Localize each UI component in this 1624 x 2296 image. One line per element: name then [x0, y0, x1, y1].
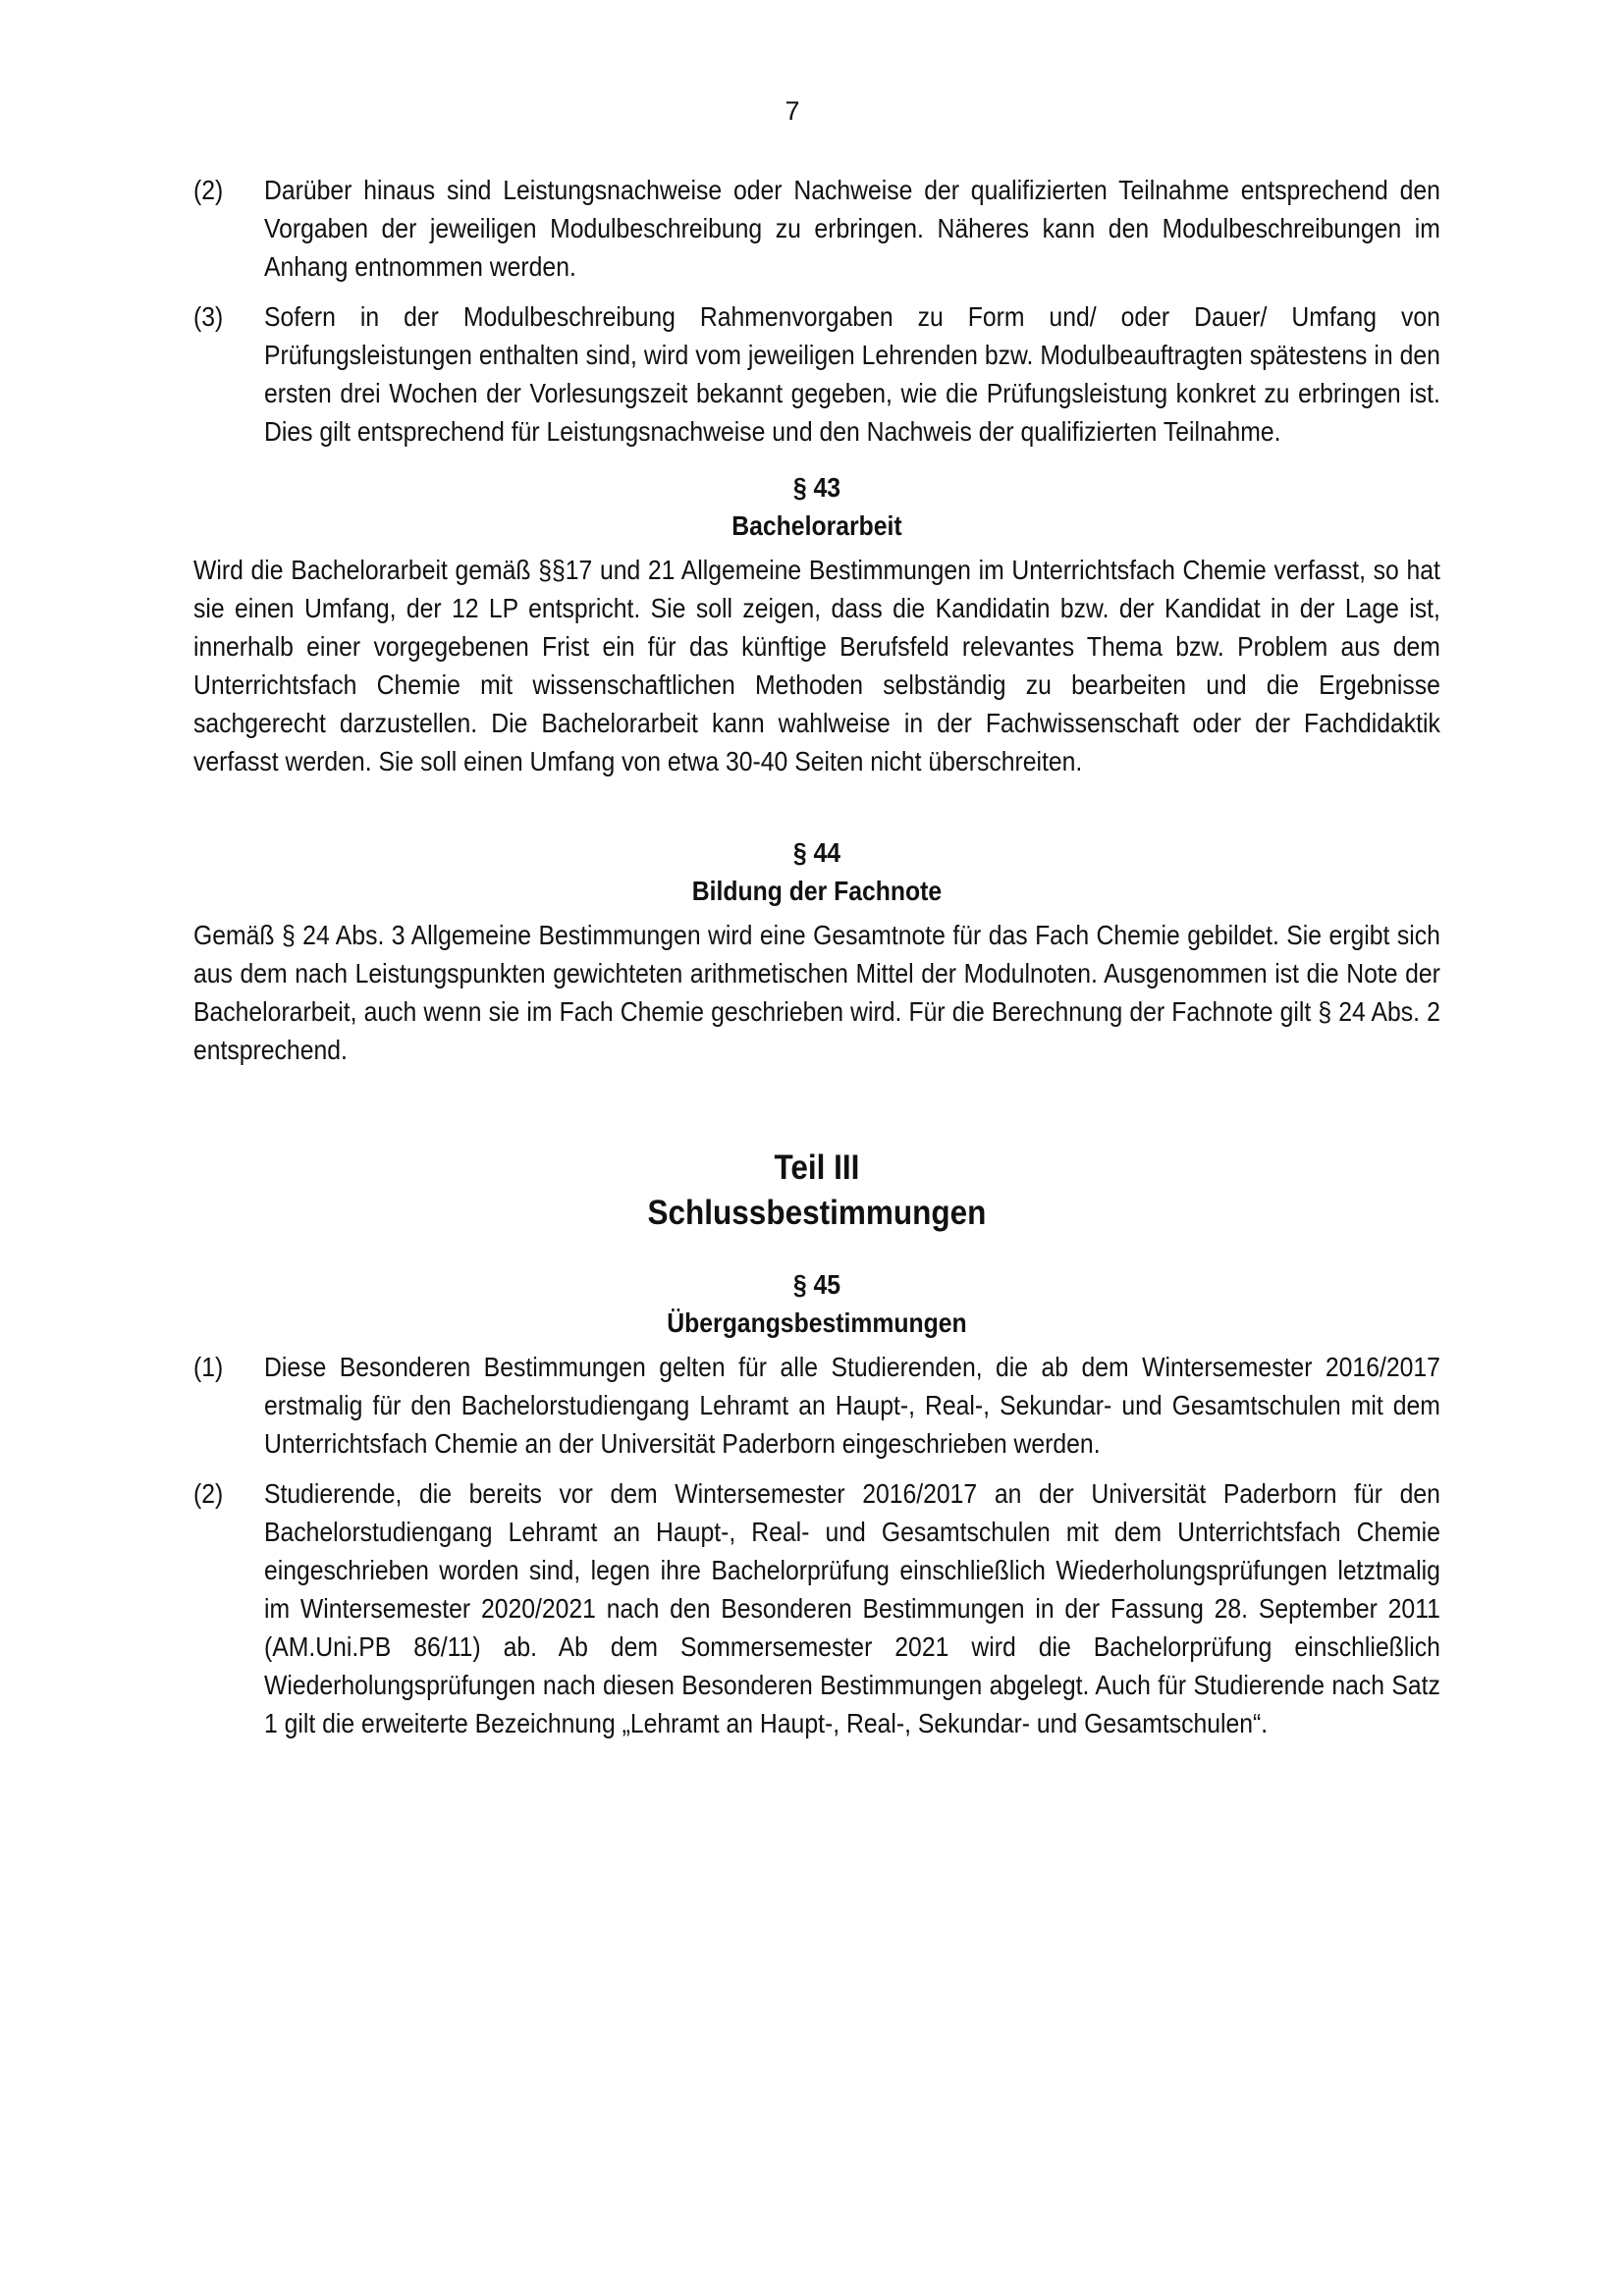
item-text: Studierende, die bereits vor dem Wintersemester 2016/2017 an der Universität Paderborn für den Bachelorstudiengang Lehramt an Haupt-, Real- und Gesamtschulen mit dem Unterrichtsfach Chemie eingeschrieben worden sind, legen ihre Bachelorprüfung einschließlich Wiederholungsprüfungen letztmalig im Wintersemester 2020/2021 nach den Besonderen Bestimmungen in der Fassung 28. September 2011 (AM.Uni.PB 86/11) ab. Ab dem Sommersemester 2021 wird die Bachelorprüfung einschließlich Wiederholungsprüfungen nach diesen Besonderen Bestimmungen abgelegt. Auch für Studierende nach Satz 1 gilt die erweiterte Bezeichnung „Lehramt an Haupt-, Real-, Sekundar- und Gesamtschulen“.	[264, 1478, 1440, 1738]
document-body	[193, 171, 1440, 1754]
section-44-text: Gemäß § 24 Abs. 3 Allgemeine Bestimmungen wird eine Gesamtnote für das Fach Chemie gebildet. Sie ergibt sich aus dem nach Leistungspunkten gewichteten arithmetischen Mittel der Modulnoten. Ausgenommen ist die Note der Bachelorarbeit, auch wenn sie im Fach Chemie geschrieben wird. Für die Berechnung der Fachnote gilt § 24 Abs. 2 entsprechend.	[193, 920, 1440, 1065]
page-number: 7	[785, 96, 800, 126]
section-45-number: § 45	[792, 1269, 841, 1300]
section-45-title: Übergangsbestimmungen	[667, 1308, 967, 1338]
item-text: Diese Besonderen Bestimmungen gelten für alle Studierenden, die ab dem Wintersemester 2016/2017 erstmalig für den Bachelorstudiengang Lehramt an Haupt-, Real-, Sekundar- und Gesamtschulen mit dem Unterrichtsfach Chemie an der Universität Paderborn eingeschrieben werden.	[264, 1352, 1440, 1459]
part-title: Schlussbestimmungen	[647, 1194, 987, 1232]
list-item	[193, 297, 1440, 451]
section-43-title: Bachelorarbeit	[731, 510, 902, 541]
item-text: Darüber hinaus sind Leistungsnachweise oder Nachweise der qualifizierten Teilnahme entsprechend den Vorgaben der jeweiligen Modulbeschreibung zu erbringen. Näheres kann den Modulbeschreibungen im Anhang entnommen werden.	[264, 175, 1440, 282]
list-item	[193, 1474, 1440, 1742]
item-number: (3)	[193, 301, 224, 332]
section-43-text: Wird die Bachelorarbeit gemäß §§17 und 21 Allgemeine Bestimmungen im Unterrichtsfach Chemie verfasst, so hat sie einen Umfang, der 12 LP entspricht. Sie soll zeigen, dass die Kandidatin bzw. der Kandidat in der Lage ist, innerhalb einer vorgegebenen Frist ein für das künftige Berufsfeld relevantes Thema bzw. Problem aus dem Unterrichtsfach Chemie mit wissenschaftlichen Methoden selbständig zu bearbeiten und die Ergebnisse sachgerecht darzustellen. Die Bachelorarbeit kann wahlweise in der Fachwissenschaft oder der Fachdidaktik verfasst werden. Sie soll einen Umfang von etwa 30-40 Seiten nicht überschreiten.	[193, 555, 1440, 776]
part-label: Teil III	[774, 1148, 860, 1187]
item-number: (2)	[193, 175, 224, 205]
list-item	[193, 171, 1440, 286]
section-44-number: § 44	[792, 837, 841, 868]
section-43-number: § 43	[792, 472, 841, 503]
item-number: (2)	[193, 1478, 224, 1509]
item-text: Sofern in der Modulbeschreibung Rahmenvorgaben zu Form und/ oder Dauer/ Umfang von Prüfungsleistungen enthalten sind, wird vom jeweiligen Lehrenden bzw. Modulbeauftragten spätestens in den ersten drei Wochen der Vorlesungszeit bekannt gegeben, wie die Prüfungsleistung konkret zu erbringen ist. Dies gilt entsprechend für Leistungsnachweise und den Nachweis der qualifizierten Teilnahme.	[264, 301, 1440, 447]
item-number: (1)	[193, 1352, 224, 1382]
section-44-title: Bildung der Fachnote	[691, 876, 943, 906]
list-item	[193, 1348, 1440, 1463]
